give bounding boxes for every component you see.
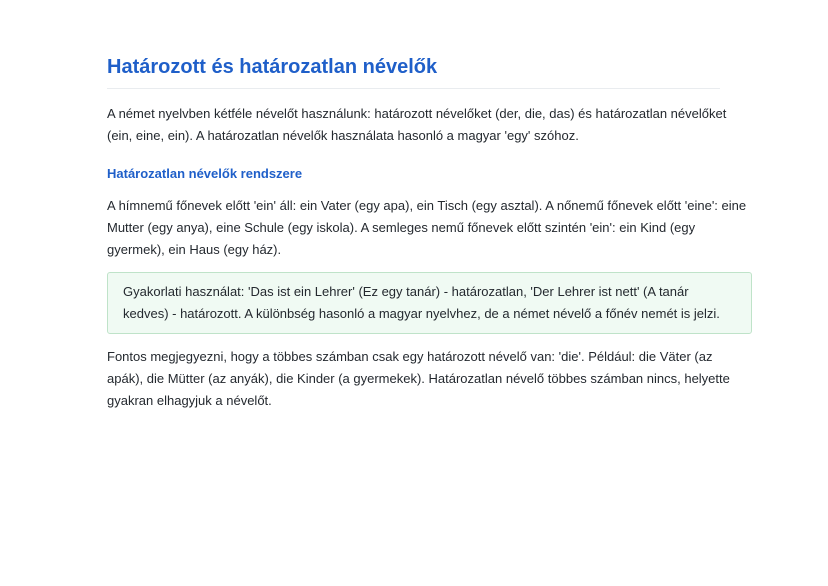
article xyxy=(107,52,752,412)
note-text: Gyakorlati használat: 'Das ist ein Lehrer' (Ez egy tanár) - határozatlan, 'Der Lehrer ist nett' (A tanár kedves) - határozott. A különbség hasonló a magyar nyelvhez, de a német névelő a főnév nemét is jelzi. xyxy=(123,284,720,321)
note-box xyxy=(107,272,752,334)
section-heading: Határozatlan névelők rendszere xyxy=(107,166,303,181)
section-paragraph: A hímnemű főnevek előtt 'ein' áll: ein Vater (egy apa), ein Tisch (egy asztal). A nőnemű főnevek előtt 'eine': eine Mutter (egy anya), eine Schule (egy iskola). A semleges nemű főnevek előtt szintén 'ein': ein Kind (egy gyermek), ein Haus (egy ház). xyxy=(107,198,747,257)
closing-paragraph: Fontos megjegyezni, hogy a többes számban csak egy határozott névelő van: 'die'. Például: die Väter (az apák), die Mütter (az anyák), die Kinder (a gyermekek). Határozatlan névelő többes számban nincs, helyette gyakran elhagyjuk a névelőt. xyxy=(107,349,730,408)
intro-paragraph: A német nyelvben kétféle névelőt használunk: határozott névelőket (der, die, das) és határozatlan névelőket (ein, eine, ein). A határozatlan névelők használata hasonló a magyar 'egy' szóhoz. xyxy=(107,106,727,143)
page-title: Határozott és határozatlan névelők xyxy=(107,52,720,89)
